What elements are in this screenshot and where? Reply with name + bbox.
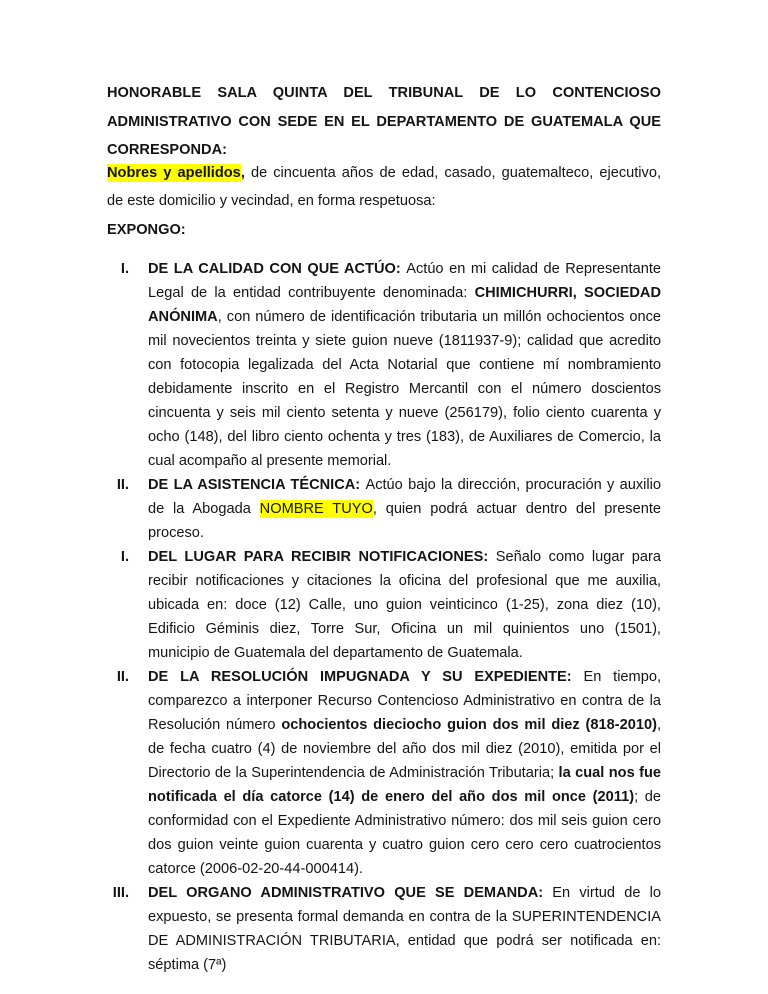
item-text (129, 665, 661, 881)
text-run: Actúo en mi calidad de Representante Legal de la entidad contribuyente denominada: (148, 260, 661, 301)
item-text (129, 257, 661, 473)
text-run: ochocientos dieciocho guion dos mil diez (818-2010) (281, 716, 657, 733)
intro-paragraph (107, 159, 661, 216)
item-numeral: II. (116, 668, 129, 685)
item-numeral: III. (112, 884, 129, 901)
item-numeral: I. (120, 260, 129, 277)
list-item (107, 473, 661, 545)
text-run: DE LA RESOLUCIÓN IMPUGNADA Y SU EXPEDIENTE: (148, 668, 584, 685)
text-run: DEL ORGANO ADMINISTRATIVO QUE SE DEMANDA: (148, 884, 553, 901)
text-run: CHIMICHURRI, SOCIEDAD ANÓNIMA (148, 284, 662, 325)
text-run: Señalo como lugar para recibir notificaciones y citaciones la oficina del profesional que me auxilia, ubicada en: doce (12) Calle, uno guion veinticinco (1-25), zona diez (10), Edificio Géminis diez, Torre Sur, Oficina un mil quinientos uno (1501), municipio de Guatemala del departamento de Guatemala. (148, 548, 662, 661)
text-run: la cual nos fue notificada el día catorce (14) de enero del año dos mil once (2011) (148, 764, 661, 805)
item-numeral: II. (116, 476, 129, 493)
highlighted-text: Nobres y apellidos (107, 164, 241, 181)
text-run: DE LA ASISTENCIA TÉCNICA: (148, 476, 366, 493)
text-run: En virtud de lo expuesto, se presenta formal demanda en contra de la SUPERINTENDENCIA DE ADMINISTRACIÓN TRIBUTARIA, entidad que podrá ser notificada en: séptima (7ª) (148, 884, 661, 973)
numbered-list (107, 257, 661, 977)
expongo-label: EXPONGO: (107, 221, 186, 238)
text-run: En tiempo, comparezco a interponer Recurso Contencioso Administrativo en contra de la Resolución número (148, 668, 661, 733)
text-run: , de fecha cuatro (4) de noviembre del año dos mil diez (2010), emitida por el Directorio de la Superintendencia de Administración Tributaria; (148, 716, 662, 781)
document-heading: HONORABLE SALA QUINTA DEL TRIBUNAL DE LO CONTENCIOSO ADMINISTRATIVO CON SEDE EN EL DEPARTAMENTO DE GUATEMALA QUE CORRESPONDA: (107, 85, 661, 159)
item-text (129, 473, 661, 545)
text-run: de cincuenta años de edad, casado, guatemalteco, ejecutivo, de este domicilio y vecindad, en forma respetuosa: (107, 164, 662, 210)
item-text (129, 545, 661, 665)
list-item (107, 257, 661, 473)
document-page (107, 79, 661, 977)
list-item (107, 881, 661, 977)
text-run: , quien podrá actuar dentro del presente proceso. (148, 500, 662, 541)
text-run: ; de conformidad con el Expediente Administrativo número: dos mil seis guion cero dos guion veinte guion cuarenta y cuatro guion cero cero cero cuatrocientos catorce (2006-02-20-44-000414). (148, 788, 661, 877)
list-item (107, 665, 661, 881)
text-run: , (240, 164, 245, 181)
item-text (129, 881, 661, 977)
text-run: DEL LUGAR PARA RECIBIR NOTIFICACIONES: (148, 548, 496, 565)
item-numeral: I. (120, 548, 129, 565)
list-item (107, 545, 661, 665)
highlighted-text: NOMBRE TUYO (259, 500, 373, 517)
text-run: DE LA CALIDAD CON QUE ACTÚO: (148, 260, 407, 277)
text-run: Actúo bajo la dirección, procuración y auxilio de la Abogada (148, 476, 662, 517)
text-run: , con número de identificación tributaria un millón ochocientos once mil novecientos treinta y siete guion nueve (1811937-9); calidad que acredito con fotocopia legalizada del Acta Notarial que contiene mí nombramiento debidamente inscrito en el Registro Mercantil con el número doscientos cincuenta y seis mil ciento setenta y nueve (256179), folio ciento cuarenta y ocho (148), del libro ciento ochenta y tres (183), de Auxiliares de Comercio, la cual acompaño al presente memorial. (148, 308, 661, 469)
